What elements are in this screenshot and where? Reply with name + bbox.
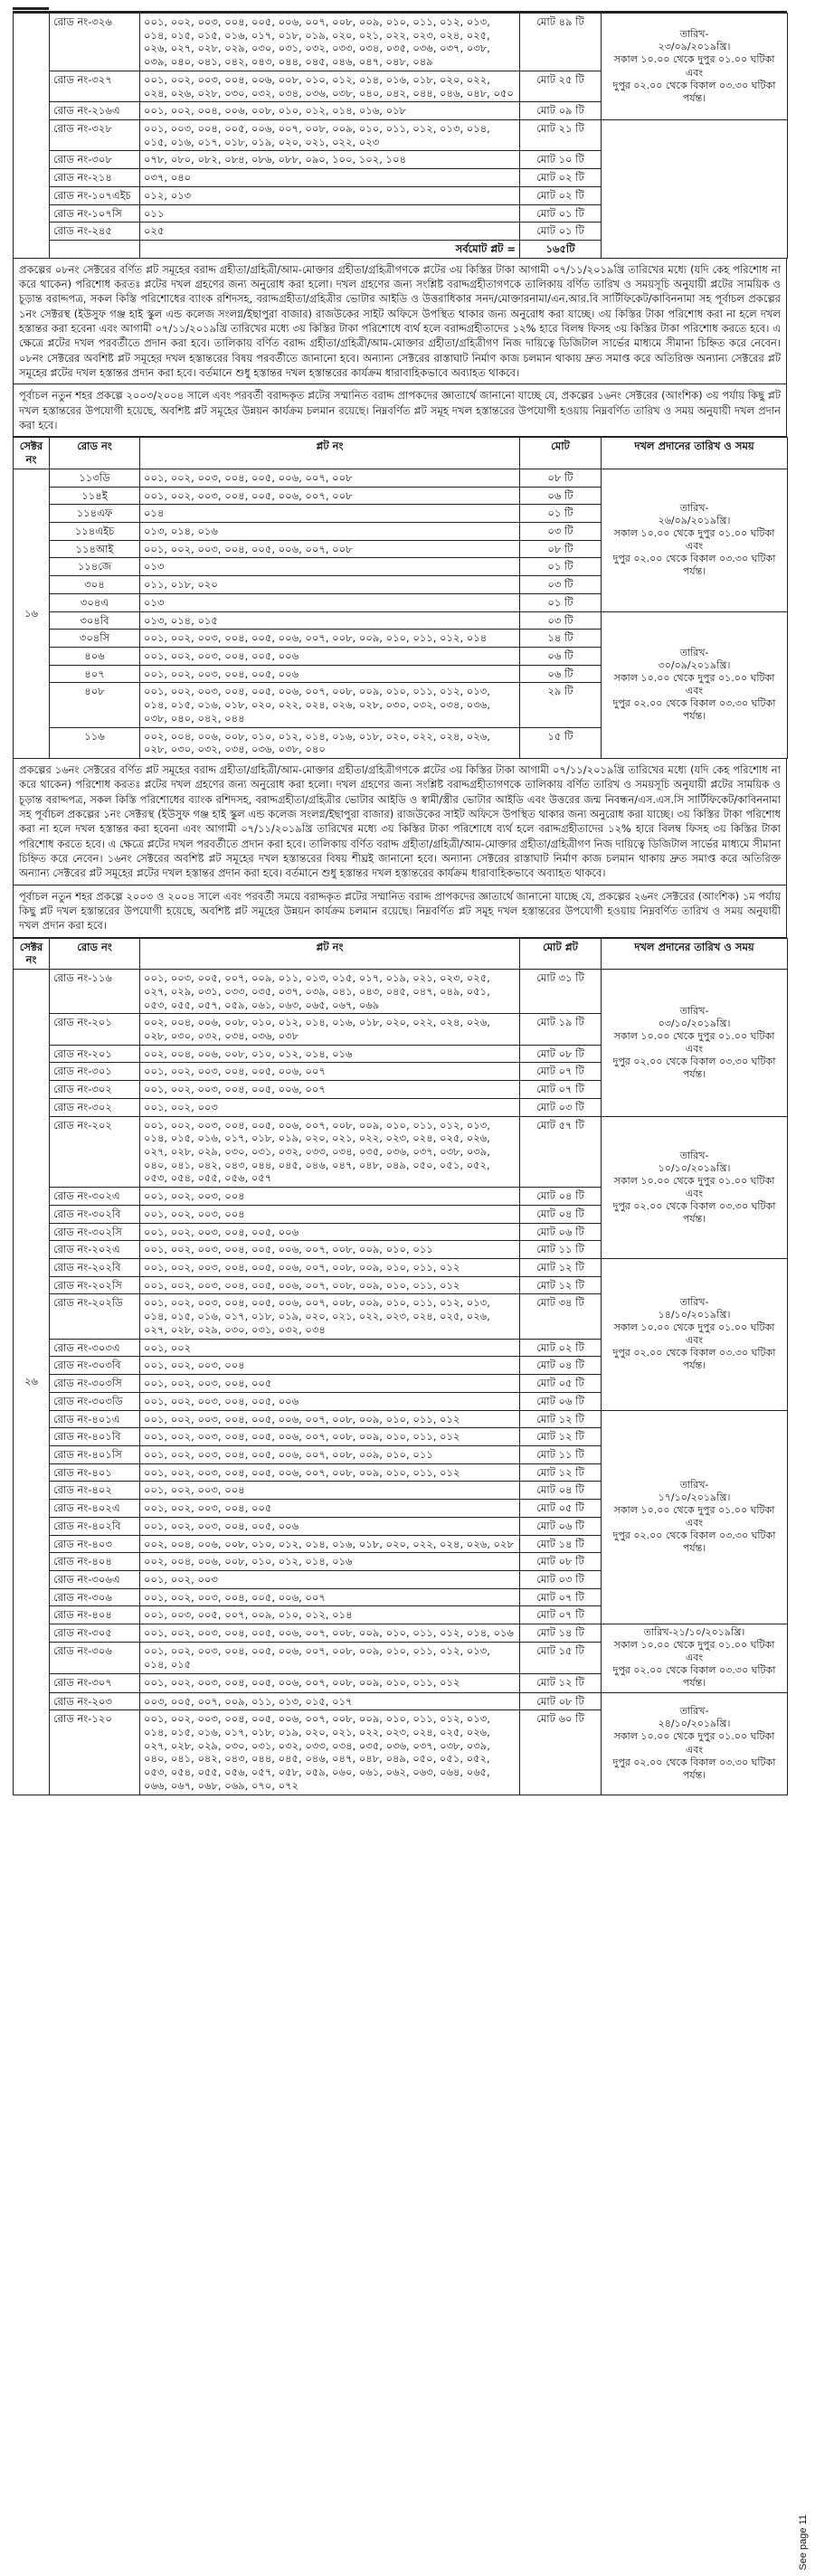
count-cell: মোট ০১ টি — [520, 204, 602, 223]
count-cell: ২৯ টি — [520, 683, 602, 727]
road-cell: ১১৪জে — [50, 558, 140, 576]
table-row — [14, 469, 788, 487]
count-cell: ০১ টি — [520, 558, 602, 576]
plot-list-cell: ০০১, ০০২, ০০৩, ০০৪, ০০৫, ০০৬, ০০৭, ০০৮, ০০৯, ০১০, ০১১, ০১২, ০১৪, ০১৬ — [140, 1624, 520, 1643]
plot-list-cell: ০০১, ০০২, ০০৩, ০০৪, ০০৫, ০০৬, ০০৭, ০০৮ — [140, 487, 520, 505]
total-label: সর্বমোট প্লট = — [140, 241, 520, 259]
count-cell: মোট ০৮ টি — [520, 1553, 602, 1571]
sector-cell — [14, 14, 50, 259]
para-sector-26-intro: পূর্বাচল নতুন শহর প্রকল্পে ২০০৩ ও ২০০৪ সালে এবং পরবর্তী সময়ে বরাদ্দকৃত প্লটের সম্মানিত বরাদ্দ প্রাপকদের জ্ঞাতার্থে জানানো যাচ্ছে যে, প্রকল্পের ২৬নং সেক্টরের (আংশিক) ১ম পর্যায় কিছু প্লট দখল হস্তান্তরের উপযোগী হয়েছে, অবশিষ্ট প্লট সমূহের উন্নয়ন কার্যক্রম চলমান রয়েছে। নিম্নবর্ণিত প্লট সমূহ দখল হস্তান্তরের উপযোগী হওয়ায় নিম্নবর্ণিত তারিখ ও সময় অনুযায়ী দখল প্রদান করা হবে। — [13, 886, 787, 938]
road-cell: রোড নং-২১৬এ — [50, 102, 140, 120]
count-cell: মোট ১২ টি — [520, 1259, 602, 1277]
schedule-cell: তারিখ- ০৩/১০/২০১৯খ্রি। সকাল ১০.০০ থেকে দুপুর ০১.০০ ঘটিকা এবং দুপুর ০২.০০ থেকে বিকাল ০৩.৩০ ঘটিকা পর্যন্ত। — [602, 970, 788, 1116]
road-cell: রোড নং-৪০২এ — [50, 1500, 140, 1518]
table-row — [14, 120, 788, 151]
count-cell: মোট ০৭ টি — [520, 1063, 602, 1081]
count-cell: মোট ০২ টি — [520, 1339, 602, 1357]
count-cell: মোট ৩৪ টি — [520, 1294, 602, 1339]
road-cell: রোড নং-২০১ — [50, 1045, 140, 1063]
road-cell: রোড নং-৩০২বি — [50, 1205, 140, 1223]
count-cell: মোট ১৪ টি — [520, 1624, 602, 1643]
road-cell: রোড নং-৩০১ — [50, 1063, 140, 1081]
notice-page — [13, 0, 787, 1795]
count-cell: ০৩ টি — [520, 576, 602, 594]
road-cell: ৪০৮ — [50, 683, 140, 727]
count-cell: মোট ০২ টি — [520, 186, 602, 204]
road-cell: ১১৬ — [50, 727, 140, 758]
count-cell: মোট ১২ টি — [520, 1463, 602, 1482]
sector-cell: ১৬ — [14, 469, 50, 758]
count-cell: মোট ১৯ টি — [520, 1014, 602, 1045]
plot-list-cell: ০০১, ০০২, ০০৩, ০০৪, ০০৫, ০০৬, ০০৭, ০০৮, ০০৯, ০১০, ০১১, ০১২, ০১৩, ০১৪, ০১৫, ০১৬, ০১৭, ০১৮, ০১৯, ০২০, ০২১, ০২২, ০২৩, ০২৪, ০২৫, ০২৬, ০২৭, ০২৮, ০২৯, ০৩০, ০৩১, ০৩২, ০৩৩, ০৩৪, ০৩৫, ০৩৬, ০৩৭, ০৩৮, ০৩৯, ০৪০, ০৪১, ০৪২, ০৪৩, ০৪৪, ০৪৫, ০৪৬, ০৪৭, ০৪৮, ০৪৯, ০৫০, ০৫১, ০৫২, ০৫৩, ০৫৪, ০৫৫, ০৫৬, ০৫৭ — [140, 1116, 520, 1188]
road-cell: রোড নং-৪০৩ — [50, 1535, 140, 1553]
plot-list-cell: ০০২, ০০৪, ০০৬, ০০৮, ০১০, ০১২, ০১৪, ০১৬, ০১৮, ০২০, ০২২, ০২৪, ০২৬, ০২৮, ০৩০, ০৩২, ০৩৪, ০৩৬, ০৩৮ — [140, 1014, 520, 1045]
road-cell: রোড নং-৩০২সি — [50, 1223, 140, 1241]
table-row — [14, 14, 788, 71]
para-sector-16-instructions: প্রকল্পের ১৬নং সেক্টরের বর্ণিত প্লট সমূহের বরাদ্দ গ্রহীতা/গ্রহিত্রী/আম-মোক্তার গ্রহীতা/গ্রহিত্রীগণকে প্লটের ৩য় কিস্তির টাকা আগামী ০৭/১১/২০১৯খ্রি তারিখের মধ্যে (যদি কেহ পরিশোধ না করে থাকেন) পরিশোধ করতঃ প্লটের দখল গ্রহণের জন্য অনুরোধ করা হলো। দখল গ্রহণের জন্য সংশ্লিষ্ট বরাদ্দগ্রহীতাগণকে তালিকায় বর্ণিত তারিখ ও সময়সূচি অনুযায়ী প্লটের সাময়িক ও চূড়ান্ত বরাদ্দপত্র, সকল কিস্তি পরিশোধের ব্যাংক রশিদসহ, বরাদ্দগ্রহীতা/গ্রহিত্রীর ভোটার আইডি ও স্বামী/স্ত্রীর ভোটার আইডি এবং উত্তরের জন্ম নিবন্ধন/এস.এস.সি সার্টিফিকেট/কাবিননামা সহ পূর্বাচল প্রকল্পের ১নং সেক্টরস্থ (ইউসুফ গঞ্জ হাই স্কুল এন্ড কলেজ সংলগ্ন/ইছাপুরা বাজার) রাজউকের সাইট অফিসে উপস্থিত থাকার জন্য অনুরোধ করা যাচ্ছে। ৩য় কিস্তির টাকা পরিশোধ করা না হলে দখল হস্তান্তর করা হবেনা এবং আগামী ০৭/১১/২০১৯খ্রি তারিখের মধ্যে ৩য় কিস্তির টাকা পরিশোধে ব্যর্থ হলে বরাদ্দগ্রহীতাদের ১২% হারে বিলম্ব ফিসহ ৩য় কিস্তির টাকা পরিশোধ করতে হবে। এ ক্ষেত্রে প্লটের দখল পরবর্তীতে প্রদান করা হবে। তালিকায় বর্ণিত বরাদ্দ গ্রহীতা/গ্রহিত্রী/আম-মোক্তার গ্রহীতা/গ্রহিত্রীগণ নিজ দায়িত্বে ডিজিটাল সার্ভের মাধ্যমে সীমানা চিহ্নিত করে নেবেন। ১৬নং সেক্টরের অবশিষ্ট প্লট সমূহের দখল হস্তান্তরের বিষয় শীঘ্রই জানানো হবে। অন্যান্য সেক্টরের রাস্তাঘাট নির্মাণ কাজ চলমান থাকায় দ্রুত সমাপ্ত করে অতিরিক্ত অন্যান্য সেক্টরের প্লট সমূহের প্লটের দখল হস্তান্তর প্রদান করা হবে। বর্তমানে শুধু হস্তান্তর দখল হস্তান্তরের কার্যক্রম ধারাবাহিকভাবে অব্যাহত থাকবে। — [13, 759, 787, 886]
count-cell: মোট ১২ টি — [520, 1428, 602, 1446]
count-cell: মোট ১২ টি — [520, 1410, 602, 1428]
count-cell: ০৬ টি — [520, 665, 602, 683]
plot-list-cell: ০৭৮, ০৮০, ০৮২, ০৮৪, ০৮৬, ০৮৮, ০৯০, ১০০, ১০২, ১০৪ — [140, 151, 520, 169]
count-cell: মোট ০৩ টি — [520, 1098, 602, 1116]
count-cell: মোট ০৯ টি — [520, 102, 602, 120]
count-cell: মোট ৫৭ টি — [520, 1116, 602, 1188]
header-plot: প্লট নং — [140, 438, 520, 469]
plot-list-cell: ০০২, ০০৪, ০০৬, ০০৮, ০১০, ০১২, ০১৪, ০১৬, ০১৮, ০২০, ০২২, ০২৪, ০২৬, ০২৮ — [140, 1535, 520, 1553]
table-row — [14, 1259, 788, 1277]
road-cell: রোড নং-২০২এ — [50, 1241, 140, 1259]
count-cell: ০৬ টি — [520, 648, 602, 666]
schedule-cell: তারিখ-২১/১০/২০১৯খ্রি। সকাল ১০.০০ থেকে দুপুর ০১.০০ ঘটিকা এবং দুপুর ০২.০০ থেকে বিকাল ০৩.৩০ ঘটিকা পর্যন্ত। — [602, 1624, 788, 1692]
plot-list-cell: ০০১, ০০২, ০০৩, ০০৪, ০০৫, ০০৬, ০০৭, ০০৮, ০০৯, ০১০, ০১১, ০১২ — [140, 1428, 520, 1446]
road-cell: রোড নং-৩০৬ — [50, 1588, 140, 1606]
para-sector-08-instructions: প্রকল্পের ০৮নং সেক্টরের বর্ণিত প্লট সমূহের বরাদ্দ গ্রহীতা/গ্রহিত্রী/আম-মোক্তার গ্রহীতা/গ্রহিত্রীগণকে প্লটের ৩য় কিস্তির টাকা আগামী ০৭/১১/২০১৯খ্রি তারিখের মধ্যে (যদি কেহ পরিশোধ না করে থাকেন) পরিশোধ করতঃ প্লটের দখল গ্রহণের জন্য অনুরোধ করা হলো। দখল গ্রহণের জন্য সংশ্লিষ্ট বরাদ্দগ্রহীতাগণকে তালিকায় বর্ণিত তারিখ ও সময়সূচি অনুযায়ী প্লটের সাময়িক ও চূড়ান্ত বরাদ্দপত্র, সকল কিস্তি পরিশোধের ব্যাংক রশিদসহ, বরাদ্দগ্রহীতা/গ্রহিত্রীর ভোটার আইডি ও উত্তরাধিকার সনদ/মোক্তারনামা/এন.আর.বি সার্টিফিকেট/কাবিননামা সহ পূর্বাচল প্রকল্পের ১নং সেক্টরস্থ (ইউসুফ গঞ্জ হাই স্কুল এন্ড কলেজ সংলগ্ন/ইছাপুরা বাজার) রাজউকের সাইট অফিসে উপস্থিত থাকার জন্য অনুরোধ করা যাচ্ছে। ৩য় কিস্তির টাকা পরিশোধ করা না হলে দখল হস্তান্তর করা হবেনা এবং আগামী ০৭/১১/২০১৯খ্রি তারিখের মধ্যে ৩য় কিস্তির টাকা পরিশোধে ব্যর্থ হলে বরাদ্দগ্রহীতাদের ১২% হারে বিলম্ব ফিসহ ৩য় কিস্তির টাকা পরিশোধ করতে হবে। এ ক্ষেত্রে প্লটের দখল পরবর্তীতে প্রদান করা হবে। তালিকায় বর্ণিত বরাদ্দ গ্রহীতা/গ্রহিত্রী/আম-মোক্তার গ্রহীতা/গ্রহিত্রীগণ নিজ দায়িত্বে ডিজিটাল সার্ভের মাধ্যমে সীমানা চিহ্নিত করে নেবেন। ০৮নং সেক্টরের অবশিষ্ট প্লট সমূহের দখল হস্তান্তরের বিষয় পরবর্তীতে জানানো হবে। অন্যান্য সেক্টরের রাস্তাঘাট নির্মাণ কাজ চলমান থাকায় দ্রুত সমাপ্ত করে অতিরিক্ত অন্যান্য সেক্টরের প্লট সমূহের প্লটের দখল হস্তান্তর প্রদান করা হবে। বর্তমানে শুধু হস্তান্তর দখল হস্তান্তরের কার্যক্রম ধারাবাহিকভাবে অব্যাহত থাকবে। — [13, 259, 787, 385]
plot-list-cell: ০০১, ০০২, ০০৩, ০০৪, ০০৫, ০০৬, ০০৭ — [140, 1081, 520, 1099]
header-sector: সেক্টর নং — [14, 438, 50, 469]
header-sector: সেক্টর নং — [14, 938, 50, 969]
header-road: রোড নং — [50, 938, 140, 969]
count-cell: মোট ২১ টি — [520, 120, 602, 151]
count-cell: মোট ০৬ টি — [520, 1223, 602, 1241]
plot-list-cell: ০০১, ০০২, ০০৩, ০০৪, ০০৫, ০০৬ — [140, 1392, 520, 1410]
road-cell: রোড নং-৪০৪ — [50, 1606, 140, 1624]
road-cell: রোড নং-৩০৬ — [50, 1643, 140, 1674]
count-cell: মোট ০৭ টি — [520, 1081, 602, 1099]
count-cell: ০১ টি — [520, 505, 602, 523]
road-cell: ৩০৪এ — [50, 593, 140, 611]
table-header-row — [14, 438, 788, 469]
road-cell: রোড নং-১০৭সি — [50, 204, 140, 223]
plot-list-cell: ০০১, ০০২, ০০৩, ০০৪, ০০৫, ০০৬, ০০৭, ০০৮, ০০৯, ০১০, ০১১, ০১২ — [140, 1259, 520, 1277]
plot-list-cell: ০৩৭, ০৪০ — [140, 169, 520, 187]
count-cell: ০৮ টি — [520, 540, 602, 558]
plot-list-cell: ০১১, ০১৮, ০২০ — [140, 576, 520, 594]
count-cell: মোট ১৪ টি — [520, 1535, 602, 1553]
plot-list-cell: ০০১, ০০২, ০০৩, ০০৪, ০০৫, ০০৬, ০০৭ — [140, 1588, 520, 1606]
total-value: ১৬৫টি — [520, 241, 602, 259]
plot-list-cell: ০০১, ০০২, ০০৩, ০০৪ — [140, 1188, 520, 1206]
count-cell: ০৬ টি — [520, 487, 602, 505]
road-cell: রোড নং-২০২ — [50, 1116, 140, 1188]
plot-list-cell: ০১৩, ০১৪, ০১৬ — [140, 522, 520, 540]
plot-list-cell: ০০১, ০০২, ০০৩, ০০৪, ০০৫, ০০৬, ০০৭, ০০৮ — [140, 540, 520, 558]
plot-list-cell: ০০১, ০০২, ০০৩, ০০৪ — [140, 1205, 520, 1223]
plot-list-cell: ০০১, ০০২, ০০৩, ০০৪, ০০৫, ০০৬, ০০৭ — [140, 1063, 520, 1081]
plot-list-cell: ০০১, ০০২, ০০৩, ০০৪, ০০৫, ০০৬ — [140, 665, 520, 683]
count-cell: মোট ১০ টি — [520, 151, 602, 169]
plot-list-cell: ০০১, ০০২, ০০৩, ০০৪, ০০৫, ০০৬, ০০৭, ০০৮, ০০৯, ০১০, ০১১, ০১২ — [140, 1674, 520, 1692]
table-row — [14, 1116, 788, 1188]
schedule-cell-empty — [602, 120, 788, 259]
road-cell: রোড নং-৪০২বি — [50, 1517, 140, 1535]
header-plot: প্লট নং — [140, 938, 520, 969]
top-rule — [13, 0, 787, 13]
count-cell: ০৩ টি — [520, 522, 602, 540]
count-cell: মোট ০১ টি — [520, 223, 602, 241]
plot-list-cell: ০০১, ০০৩, ০০৪, ০০৫, ০০৬, ০০৭, ০০৮, ০০৯, ০১০, ০১১, ০১২, ০১৩, ০১৪, ০১৫, ০১৬, ০১৭, ০১৮, ০১৯, ০২০, ০২১, ০২২, ০২৩ — [140, 120, 520, 151]
count-cell: মোট ০৩ টি — [520, 1570, 602, 1588]
count-cell: মোট ১১ টি — [520, 1445, 602, 1463]
header-road: রোড নং — [50, 438, 140, 469]
road-cell: ৪০৬ — [50, 648, 140, 666]
plot-list-cell: ০১১ — [140, 204, 520, 223]
count-cell: মোট ৪৯ টি — [520, 14, 602, 71]
sector-cell: ২৬ — [14, 970, 50, 1795]
header-count: মোট — [520, 438, 602, 469]
road-cell: ১১৪আই — [50, 540, 140, 558]
schedule-cell: তারিখ- ১৭/১০/২০১৯খ্রি। সকাল ১০.০০ থেকে দুপুর ০১.০০ ঘটিকা এবং দুপুর ০২.০০ থেকে বিকাল ০৩.৩০ ঘটিকা পর্যন্ত। — [602, 1410, 788, 1624]
road-cell: ৩০৪ — [50, 576, 140, 594]
plot-list-cell: ০০২, ০০৪, ০০৬, ০০৮, ০১০, ০১২, ০১৪, ০১৬, ০১৮, ০২০, ০২২, ০২৪, ০২৬, ০২৮, ০৩০, ০৩২, ০৩৪, ০৩৬, ০৩৮, ০৪০ — [140, 727, 520, 758]
road-cell: রোড নং-৩০২ — [50, 1081, 140, 1099]
count-cell: মোট ১১ টি — [520, 1241, 602, 1259]
road-cell: রোড নং-৩২৬ — [50, 14, 140, 71]
plot-list-cell: ০২৫ — [140, 223, 520, 241]
count-cell: ১৫ টি — [520, 727, 602, 758]
count-cell: মোট ০২ টি — [520, 169, 602, 187]
count-cell: মোট ০৬ টি — [520, 1392, 602, 1410]
table-row — [14, 1624, 788, 1643]
road-cell: ১১৪এফ — [50, 505, 140, 523]
road-cell: রোড নং-৩০৫ — [50, 1624, 140, 1643]
road-cell: রোড নং-২১৪ — [50, 169, 140, 187]
road-cell: ৪০৭ — [50, 665, 140, 683]
road-cell: রোড নং-৩০৩ডি — [50, 1392, 140, 1410]
count-cell: মোট ০৭ টি — [520, 1588, 602, 1606]
plot-list-cell: ০০১, ০০২, ০০৩ — [140, 1098, 520, 1116]
plot-list-cell: ০০১, ০০২, ০০৩, ০০৪, ০০৫, ০০৬ — [140, 1517, 520, 1535]
count-cell: মোট ০৫ টি — [520, 1500, 602, 1518]
count-cell: মোট ০৪ টি — [520, 1205, 602, 1223]
count-cell: মোট ০৪ টি — [520, 1482, 602, 1500]
road-cell: রোড নং-৪০১ — [50, 1463, 140, 1482]
count-cell: ১৪ টি — [520, 630, 602, 648]
road-cell: রোড নং-৩০৮ — [50, 151, 140, 169]
count-cell: ০১ টি — [520, 593, 602, 611]
schedule-cell: তারিখ- ৩০/০৯/২০১৯খ্রি। সকাল ১০.০০ থেকে দুপুর ০১.০০ ঘটিকা এবং দুপুর ০২.০০ থেকে বিকাল ০৩.৩০ ঘটিকা পর্যন্ত। — [602, 611, 788, 758]
count-cell: মোট ১৫ টি — [520, 1643, 602, 1674]
table-sector-26 — [13, 938, 788, 1795]
plot-list-cell: ০০১, ০০২, ০০৪, ০০৬, ০০৮, ০১০, ০১২, ০১৪, ০১৬, ০১৮ — [140, 102, 520, 120]
road-cell: রোড নং-২০২বি — [50, 1259, 140, 1277]
count-cell: মোট ০৮ টি — [520, 1692, 602, 1710]
road-cell: রোড নং-৪০১এ — [50, 1410, 140, 1428]
road-cell: রোড নং-১২০ — [50, 1710, 140, 1795]
plot-list-cell: ০১৩ — [140, 593, 520, 611]
plot-list-cell: ০০১, ০০২, ০০৩, ০০৪, ০০৫, ০০৬, ০০৭, ০০৮, ০০৯, ০১০, ০১১, ০১২, ০১৩, ০১৪, ০১৫, ০১৬, ০১৭, ০১৮, ০১৯, ০২০, ০২১, ০২২, ০২৩, ০২৪, ০২৫, ০২৬, ০২৭, ০২৮, ০২৯, ০৩০, ০৩১, ০৩২, ০৩৪ — [140, 1294, 520, 1339]
schedule-cell: তারিখ- ২৩/০৯/২০১৯খ্রি। সকাল ১০.০০ থেকে দুপুর ০১.০০ ঘটিকা এবং দুপুর ০২.০০ থেকে বিকাল ০৩.৩০ ঘটিকা পর্যন্ত। — [602, 14, 788, 120]
plot-list-cell: ০০১, ০০২, ০০৩, ০০৪, ০০৫ — [140, 1375, 520, 1393]
plot-list-cell: ০০২, ০০৪, ০০৬, ০০৮, ০১০, ০১২, ০১৪, ০১৬ — [140, 1045, 520, 1063]
schedule-cell: তারিখ- ১৪/১০/২০১৯খ্রি। সকাল ১০.০০ থেকে দুপুর ০১.০০ ঘটিকা এবং দুপুর ০২.০০ থেকে বিকাল ০৩.৩০ ঘটিকা পর্যন্ত। — [602, 1259, 788, 1410]
table-sector-16 — [13, 437, 788, 759]
plot-list-cell: ০১৩ — [140, 558, 520, 576]
road-cell: রোড নং-২০৩ — [50, 1692, 140, 1710]
table-row — [14, 970, 788, 1014]
plot-list-cell: ০০১, ০০২, ০০৩, ০০৪, ০০৫, ০০৬, ০০৭, ০০৮ — [140, 469, 520, 487]
road-cell: রোড নং-৩২৭ — [50, 71, 140, 101]
table-row — [14, 1692, 788, 1710]
count-cell: মোট ২৫ টি — [520, 71, 602, 101]
road-cell: রোড নং-২০২সি — [50, 1276, 140, 1294]
road-cell: ৩০৪সি — [50, 630, 140, 648]
road-cell: ৩০৪বি — [50, 611, 140, 630]
plot-list-cell: ০০১, ০০২, ০০৩, ০০৪ — [140, 1357, 520, 1375]
schedule-cell: তারিখ- ২৬/০৯/২০১৯খ্রি। সকাল ১০.০০ থেকে দুপুর ০১.০০ ঘটিকা এবং দুপুর ০২.০০ থেকে বিকাল ০৩.৩০ ঘটিকা পর্যন্ত। — [602, 469, 788, 611]
count-cell: মোট ০৬ টি — [520, 1517, 602, 1535]
plot-list-cell: ০০৩, ০০৫, ০০৭, ০০৯, ০১১, ০১৩, ০১৫, ০১৭ — [140, 1692, 520, 1710]
road-cell: রোড নং-৩০৩এ — [50, 1339, 140, 1357]
plot-list-cell: ০০১, ০০৩, ০০৫, ০০৭, ০০৯, ০১০, ০১২, ০১৪ — [140, 1606, 520, 1624]
plot-list-cell: ০১৩, ০১৪, ০১৫ — [140, 611, 520, 630]
plot-list-cell: ০১৪ — [140, 505, 520, 523]
plot-list-cell: ০০১, ০০২ — [140, 1339, 520, 1357]
road-cell: রোড নং-২০১ — [50, 1014, 140, 1045]
road-cell: রোড নং-৩২৮ — [50, 120, 140, 151]
plot-list-cell: ০০১, ০০২, ০০৩, ০০৪, ০০৫ — [140, 1500, 520, 1518]
count-cell: মোট ০৭ টি — [520, 1606, 602, 1624]
header-schedule: দখল প্রদানের তারিখ ও সময় — [602, 438, 788, 469]
plot-list-cell: ০০১, ০০২, ০০৩, ০০৪, ০০৫, ০০৬, ০০৭, ০০৮, ০০৯, ০১০, ০১১, ০১২ — [140, 1276, 520, 1294]
count-cell: মোট ০৪ টি — [520, 1188, 602, 1206]
schedule-cell: তারিখ- ২৪/১০/২০১৯খ্রি। সকাল ১০.০০ থেকে দুপুর ০১.০০ ঘটিকা এবং দুপুর ০২.০০ থেকে বিকাল ০৩.৩০ ঘটিকা পর্যন্ত। — [602, 1692, 788, 1795]
table-row — [14, 611, 788, 630]
count-cell: মোট ৬০ টি — [520, 1710, 602, 1795]
road-cell: রোড নং-১০৭এইচ — [50, 186, 140, 204]
count-cell: মোট ০৮ টি — [520, 1045, 602, 1063]
road-cell: রোড নং-৪০১সি — [50, 1445, 140, 1463]
plot-list-cell: ০০১, ০০২, ০০৩, ০০৪, ০০৫, ০০৬, ০০৭, ০০৮, ০০৯, ০১০, ০১১, ০১২, ০১৩, ০১৪, ০১৫, ০১৫, ০১৬, ০১৭, ০১৮, ০১৯, ০২০, ০২১, ০২২, ০২৩, ০২৪, ০২৫, ০২৬, ০২৭, ০২৮, ০২৯, ০৩০, ০৩১, ০৩২, ০৩৩, ০৩৪, ০৩৫, ০৩৬, ০৩৭, ০৩৮, ০৩৯, ০৪০, ০৪১, ০৪২, ০৪৩, ০৪৪, ০৪৫, ০৪৬, ০৪৭, ০৪৮, ০৪৯ — [140, 14, 520, 71]
table-header-row — [14, 938, 788, 969]
schedule-cell: তারিখ- ১০/১০/২০১৯খ্রি। সকাল ১০.০০ থেকে দুপুর ০১.০০ ঘটিকা এবং দুপুর ০২.০০ থেকে বিকাল ০৩.৩০ ঘটিকা পর্যন্ত। — [602, 1116, 788, 1258]
plot-list-cell: ০১২, ০১৩ — [140, 186, 520, 204]
plot-list-cell: ০০১, ০০২, ০০৩, ০০৪, ০০৫, ০০৬, ০০৭, ০০৮, ০০৯, ০১০, ০১১, ০১২, ০১৪ — [140, 630, 520, 648]
road-cell: ১১৪এইচ — [50, 522, 140, 540]
count-cell: মোট ১২ টি — [520, 1276, 602, 1294]
plot-list-cell: ০০১, ০০২, ০০৩, ০০৪, ০০৫, ০০৬, ০০৭, ০০৮, ০০৯, ০১০, ০১১, ০১২, ০১৩, ০১৪, ০১৫ — [140, 1643, 520, 1674]
side-page-note: See page 11 — [797, 2514, 809, 2571]
road-cell: ১১৩ডি — [50, 469, 140, 487]
road-cell: রোড নং-৩০৩বি — [50, 1357, 140, 1375]
road-cell: রোড নং-১১৬ — [50, 970, 140, 1014]
plot-list-cell: ০০১, ০০২, ০০৩ — [140, 1570, 520, 1588]
road-cell: রোড নং-২৪৫ — [50, 223, 140, 241]
plot-list-cell: ০০১, ০০২, ০০৩, ০০৪, ০০৫, ০০৬, ০০৭, ০০৮, ০০৯, ০১০, ০১১ — [140, 1445, 520, 1463]
plot-list-cell: ০০১, ০০৩, ০০৫, ০০৭, ০০৯, ০১১, ০১৩, ০১৫, ০১৭, ০১৯, ০২১, ০২৩, ০২৫, ০২৭, ০২৯, ০৩১, ০৩৩, ০৩৫, ০৩৭, ০৩৯, ০৪১, ০৪৩, ০৪৫, ০৪৭, ০৪৯, ০৫১, ০৫৩, ০৫৫, ০৫৭, ০৫৯, ০৬১, ০৬৩, ০৬৫, ০৬৭, ০৬৯ — [140, 970, 520, 1014]
road-cell: রোড নং-৪০৪ — [50, 1553, 140, 1571]
total-spacer — [50, 241, 140, 259]
count-cell: মোট ৩১ টি — [520, 970, 602, 1014]
plot-list-cell: ০০১, ০০২, ০০৩, ০০৪, ০০৫, ০০৬ — [140, 648, 520, 666]
plot-list-cell: ০০১, ০০২, ০০৩, ০০৪, ০০৫, ০০৬, ০০৭, ০০৮, ০০৯, ০১০, ০১১, ০১২, ০১৩, ০১৪, ০১৫, ০১৬, ০১৮, ০২০, ০২২, ০২৪, ০২৬, ০২৮, ০৩০, ০৩২, ০৩৪, ০৩৬, ০৩৮, ০৪০, ০৪২, ০৪৪ — [140, 683, 520, 727]
table-sector-08 — [13, 13, 788, 259]
header-count: মোট প্লট — [520, 938, 602, 969]
plot-list-cell: ০০১, ০০২, ০০৩, ০০৪, ০০৬, ০০৮, ০১০, ০১২, ০১৪, ০১৬, ০১৮, ০২০, ০২২, ০২৪, ০২৬, ০২৮, ০৩০, ০৩২, ০৩৪, ০৩৬, ০৩৮, ০৪০, ০৪২, ০৪৪, ০৪৬, ০৪৮, ০৫০ — [140, 71, 520, 101]
road-cell: রোড নং-৩০৩সি — [50, 1375, 140, 1393]
count-cell: ০৮ টি — [520, 469, 602, 487]
road-cell: রোড নং-৩০৭ — [50, 1674, 140, 1692]
road-cell: রোড নং-৪০১বি — [50, 1428, 140, 1446]
plot-list-cell: ০০১, ০০২, ০০৩, ০০৪, ০০৫, ০০৬, ০০৭, ০০৮, ০০৯, ০১০, ০১১ — [140, 1241, 520, 1259]
plot-list-cell: ০০১, ০০২, ০০৩, ০০৪ — [140, 1482, 520, 1500]
plot-list-cell: ০০১, ০০২, ০০৩, ০০৪, ০০৫, ০০৬, ০০৭, ০০৮, ০০৯, ০১০, ০১১, ০১২, ০১৩, ০১৪, ০১৫, ০১৬, ০১৭, ০১৮, ০১৯, ০২০, ০২১, ০২২, ০২৩, ০২৪, ০২৫, ০২৬, ০২৭, ০২৮, ০২৯, ০৩০, ০৩১, ০৩২, ০৩৩, ০৩৪, ০৩৫, ০৩৬, ০৩৭, ০৩৮, ০৩৯, ০৪০, ০৪১, ০৪২, ০৪৩, ০৪৪, ০৪৫, ০৪৬, ০৪৭, ০৪৮, ০৪৯, ০৫০, ০৫১, ০৫২, ০৫৩, ০৫৪, ০৫৫, ০৫৬, ০৫৭, ০৫৮, ০৫৯, ০৬০, ০৬১, ০৬২, ০৬৩, ০৬৪, ০৬৫, ০৬৬, ০৬৭, ০৬৮, ০৬৯, ০৭০, ০৭২ — [140, 1710, 520, 1795]
header-schedule: দখল প্রদানের তারিখ ও সময় — [602, 938, 788, 969]
para-sector-16-intro: পূর্বাচল নতুন শহর প্রকল্পে ২০০৩/২০০৪ সালে এবং পরবর্তী বরাদ্দকৃত প্লটের সম্মানিত বরাদ্দ প্রাপকদের জ্ঞাতার্থে জানানো যাচ্ছে যে, প্রকল্পের ১৬নং সেক্টরের (আংশিক) ৩য় পর্যায় কিছু প্লট দখল হস্তান্তরের উপযোগী হয়েছে, অবশিষ্ট প্লট সমূহের উন্নয়ন কার্যক্রম চলমান রয়েছে। নিম্নবর্ণিত প্লট সমূহ দখল হস্তান্তরের উপযোগী হওয়ায় নিম্নবর্ণিত তারিখ ও সময় অনুযায়ী দখল প্রদান করা হবে। — [13, 384, 787, 437]
road-cell: রোড নং-২০২ডি — [50, 1294, 140, 1339]
road-cell: রোড নং-৪০২ — [50, 1482, 140, 1500]
count-cell: মোট ০৪ টি — [520, 1357, 602, 1375]
road-cell: ১১৪ই — [50, 487, 140, 505]
count-cell: মোট ১২ টি — [520, 1674, 602, 1692]
table-row — [14, 1410, 788, 1428]
road-cell: রোড নং-৩০২ — [50, 1098, 140, 1116]
count-cell: ০৩ টি — [520, 611, 602, 630]
count-cell: মোট ০৫ টি — [520, 1375, 602, 1393]
plot-list-cell: ০০১, ০০২, ০০৩, ০০৪, ০০৫, ০০৬, ০০৭, ০০৮, ০০৯, ০১০, ০১১, ০১২ — [140, 1410, 520, 1428]
road-cell: রোড নং-৩০৬এ — [50, 1570, 140, 1588]
plot-list-cell: ০০২, ০০৪, ০০৬, ০০৮, ০১০, ০১২, ০১৪, ০১৬ — [140, 1553, 520, 1571]
road-cell: রোড নং-৩০২এ — [50, 1188, 140, 1206]
plot-list-cell: ০০১, ০০২, ০০৩, ০০৪, ০০৫, ০০৬, ০০৭, ০০৮, ০০৯, ০১০, ০১১, ০১২ — [140, 1463, 520, 1482]
plot-list-cell: ০০১, ০০২, ০০৩, ০০৪, ০০৫, ০০৬ — [140, 1223, 520, 1241]
